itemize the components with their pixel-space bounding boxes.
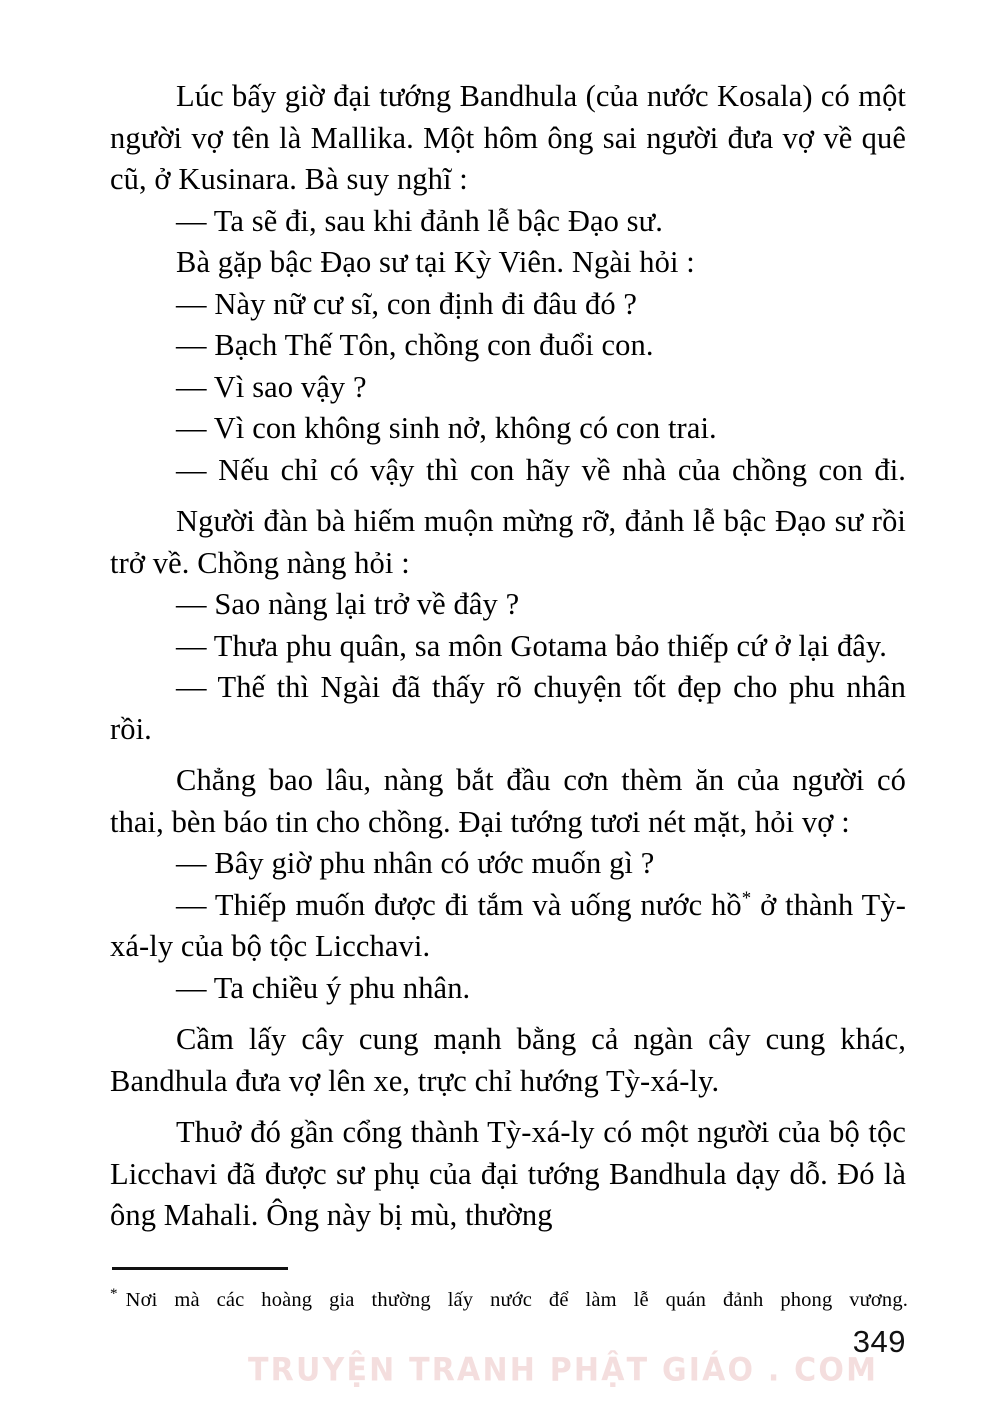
paragraph-mahali: Thuở đó gần cổng thành Tỳ-xá-ly có một người của bộ tộc Licchavi đã được sư phụ của đại tướng Bandhula dạy dỗ. Đó là ông Mahali. Ông này bị mù, thường <box>110 1115 906 1232</box>
footnote-marker-asterisk: * <box>741 887 752 909</box>
dialogue-line-4: — Vì sao vậy ? <box>176 369 367 404</box>
dialogue-line-2: — Này nữ cư sĩ, con định đi đâu đó ? <box>176 286 638 321</box>
page-number: 349 <box>852 1324 906 1359</box>
dialogue-text-after-footnote: ở thành Tỳ-xá-ly của bộ tộc Licchavi. <box>110 887 906 963</box>
paragraph-return-home: Người đàn bà hiếm muộn mừng rỡ, đảnh lễ bậc Đạo sư rồi trở về. Chồng nàng hỏi : <box>110 504 906 580</box>
dialogue-line-11-with-footnote <box>110 885 906 968</box>
narration-line-meeting: Bà gặp bậc Đạo sư tại Kỳ Viên. Ngài hỏi : <box>176 245 695 279</box>
paragraph-spacer <box>110 1102 906 1112</box>
paragraph-bow-and-chariot: Cầm lấy cây cung mạnh bằng cả ngàn cây cung khác, Bandhula đưa vợ lên xe, trực chỉ hướng Tỳ-xá-ly. <box>110 1022 906 1098</box>
footnote <box>110 1286 908 1314</box>
dialogue-line-9: — Thế thì Ngài đã thấy rõ chuyện tốt đẹp cho phu nhân rồi. <box>110 670 906 746</box>
paragraph-spacer <box>110 1009 906 1019</box>
dialogue-line-1: — Ta sẽ đi, sau khi đảnh lễ bậc Đạo sư. <box>176 203 663 238</box>
dialogue-line-5: — Vì con không sinh nở, không có con trai. <box>176 411 717 445</box>
dialogue-text-before-footnote: — Thiếp muốn được đi tắm và uống nước hồ <box>176 887 742 922</box>
dialogue-line-8: — Thưa phu quân, sa môn Gotama bảo thiếp cứ ở lại đây. <box>176 628 888 663</box>
footnote-separator-rule <box>112 1267 288 1270</box>
dialogue-line-6: — Nếu chỉ có vậy thì con hãy về nhà của chồng con đi. <box>176 452 906 487</box>
paragraph-spacer <box>110 491 906 501</box>
dialogue-line-12: — Ta chiều ý phu nhân. <box>176 970 471 1005</box>
paragraph-pregnancy-craving: Chẳng bao lâu, nàng bắt đầu cơn thèm ăn của người có thai, bèn báo tin cho chồng. Đại tướng tươi nét mặt, hỏi vợ : <box>110 763 906 839</box>
dialogue-line-7: — Sao nàng lại trở về đây ? <box>176 587 520 621</box>
footnote-text: Nơi mà các hoàng gia thường lấy nước để làm lễ quán đảnh phong vương. <box>125 1289 908 1311</box>
dialogue-line-10: — Bây giờ phu nhân có ước muốn gì ? <box>176 846 655 880</box>
dialogue-line-3: — Bạch Thế Tôn, chồng con đuổi con. <box>176 328 654 362</box>
paragraph-spacer <box>110 750 906 760</box>
footnote-asterisk-icon: * <box>110 1286 118 1303</box>
site-watermark: TRUYỆN TRANH PHẬT GIÁO . COM <box>248 1352 879 1390</box>
paragraph-opening: Lúc bấy giờ đại tướng Bandhula (của nước Kosala) có một người vợ tên là Mallika. Một hôm ông sai người đưa vợ về quê cũ, ở Kusinara. Bà suy nghĩ : <box>110 79 906 196</box>
page-text-block <box>110 76 906 1237</box>
